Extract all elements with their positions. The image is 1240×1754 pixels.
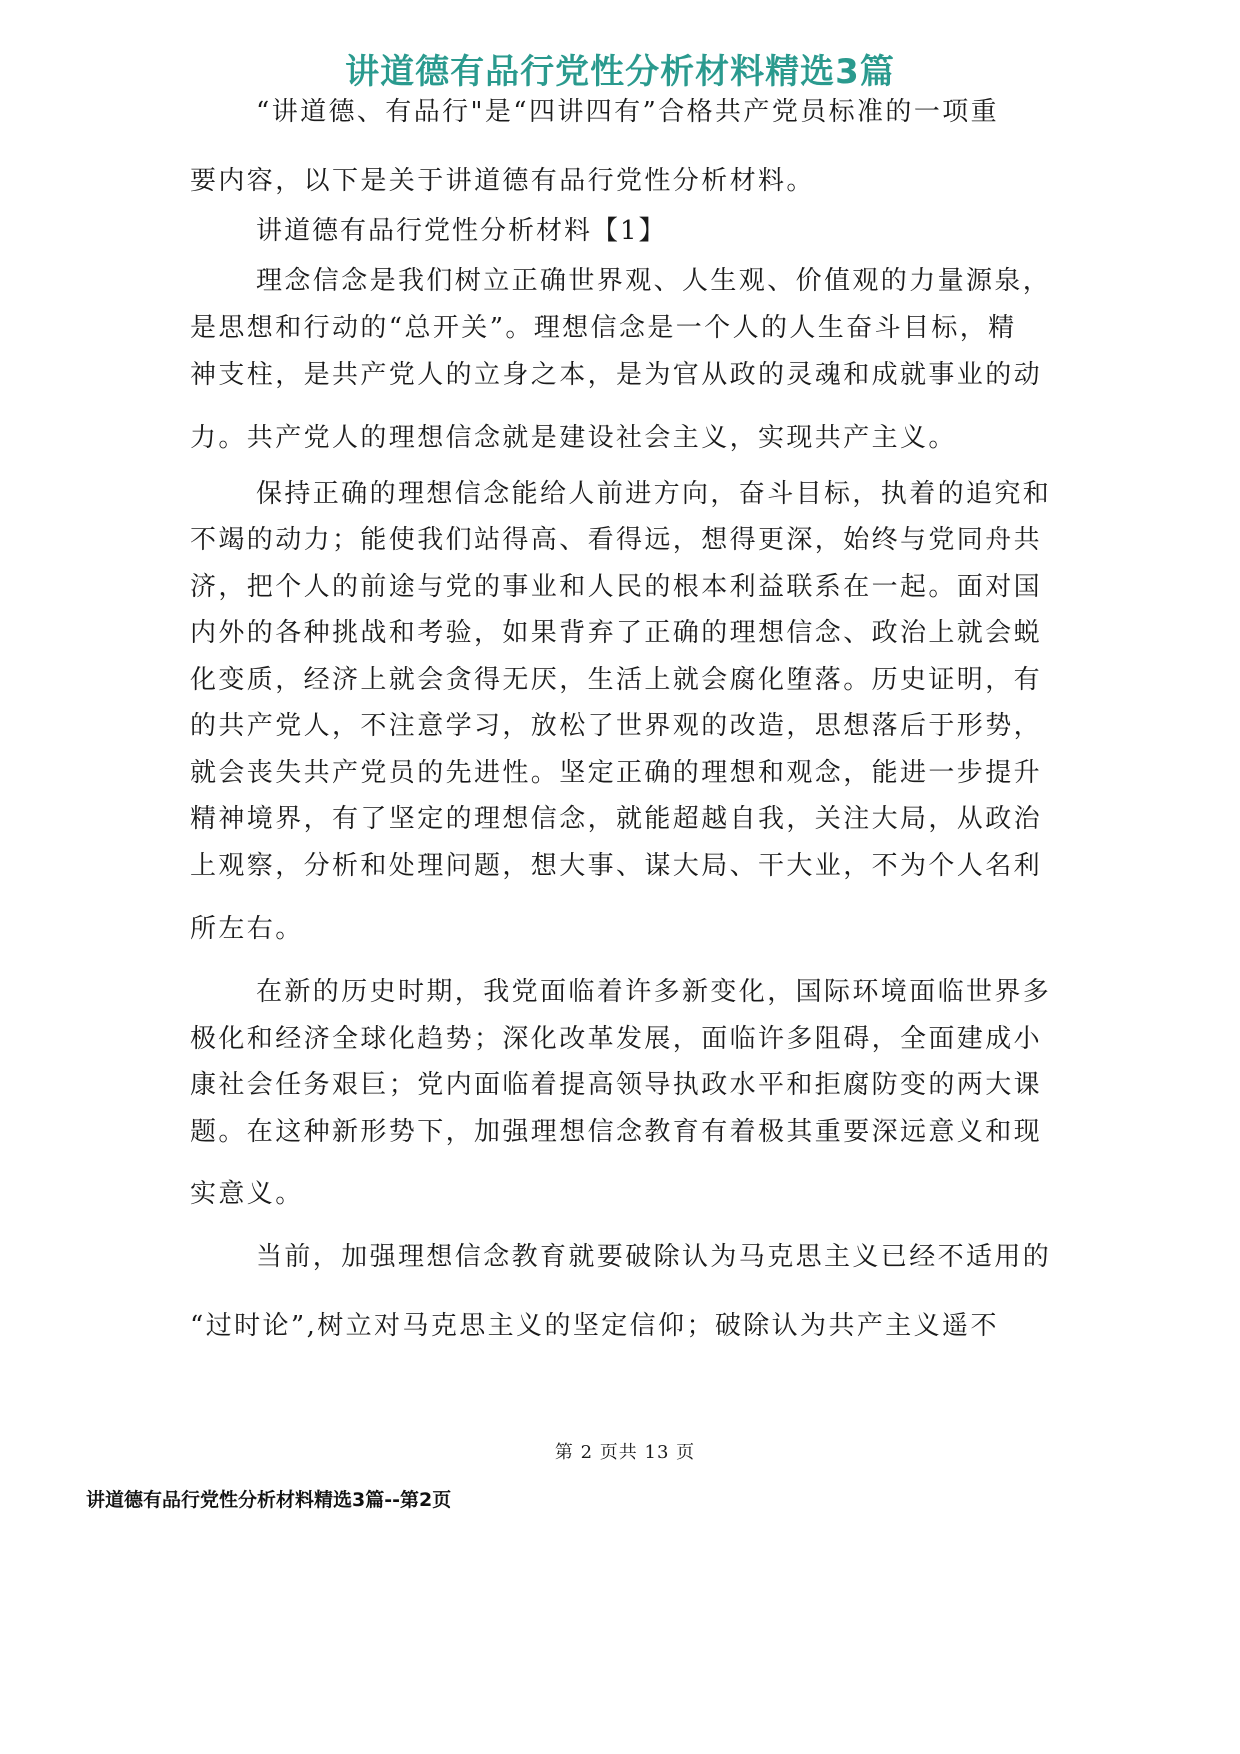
paragraph-line: “讲道德、有品行"是“四讲四有”合格共产党员标准的一项重 <box>256 97 1000 127</box>
paragraph-line: 不竭的动力；能使我们站得高、看得远，想得更深，始终与党同舟共 <box>190 525 1043 555</box>
paragraph-line: 实意义。 <box>190 1179 304 1209</box>
paragraph-line: 精神境界，有了坚定的理想信念，就能超越自我，关注大局，从政治 <box>190 804 1043 834</box>
paragraph-line: 化变质，经济上就会贪得无厌，生活上就会腐化堕落。历史证明，有 <box>190 665 1043 695</box>
paragraph-line: 所左右。 <box>190 914 304 944</box>
paragraph-line: 的共产党人，不注意学习，放松了世界观的改造，思想落后于形势， <box>190 711 1043 741</box>
paragraph-line: 济，把个人的前途与党的事业和人民的根本利益联系在一起。面对国 <box>190 572 1043 602</box>
paragraph-line: 在新的历史时期，我党面临着许多新变化，国际环境面临世界多 <box>256 977 1052 1007</box>
paragraph-line: 内外的各种挑战和考验，如果背弃了正确的理想信念、政治上就会蜕 <box>190 618 1043 648</box>
page-number: 第 2 页共 13 页 <box>554 1442 696 1463</box>
paragraph-line: 是思想和行动的“总开关”。理想信念是一个人的人生奋斗目标，精 <box>190 313 1017 343</box>
paragraph-line: 上观察，分析和处理问题，想大事、谋大局、干大业，不为个人名利 <box>190 851 1043 881</box>
paragraph-line: 当前，加强理想信念教育就要破除认为马克思主义已经不适用的 <box>256 1242 1052 1272</box>
page-footer: 讲道德有品行党性分析材料精选3篇--第2页 <box>86 1489 452 1511</box>
paragraph-line: 理念信念是我们树立正确世界观、人生观、价值观的力量源泉， <box>256 266 1052 296</box>
paragraph-line: 保持正确的理想信念能给人前进方向，奋斗目标，执着的追究和 <box>256 479 1052 509</box>
paragraph-line: 要内容，以下是关于讲道德有品行党性分析材料。 <box>190 166 815 196</box>
paragraph-line: 康社会任务艰巨；党内面临着提高领导执政水平和拒腐防变的两大课 <box>190 1070 1043 1100</box>
document-title: 讲道德有品行党性分析材料精选3篇 <box>345 52 895 92</box>
paragraph-line: 神支柱，是共产党人的立身之本，是为官从政的灵魂和成就事业的动 <box>190 360 1043 390</box>
paragraph-line: 极化和经济全球化趋势；深化改革发展，面临许多阻碍，全面建成小 <box>190 1024 1043 1054</box>
section-heading: 讲道德有品行党性分析材料【1】 <box>256 216 667 246</box>
paragraph-line: 就会丧失共产党员的先进性。坚定正确的理想和观念，能进一步提升 <box>190 758 1043 788</box>
paragraph-line: 题。在这种新形势下，加强理想信念教育有着极其重要深远意义和现 <box>190 1117 1043 1147</box>
paragraph-line: 力。共产党人的理想信念就是建设社会主义，实现共产主义。 <box>190 423 957 453</box>
paragraph-line: “过时论”,树立对马克思主义的坚定信仰；破除认为共产主义遥不 <box>190 1311 999 1341</box>
